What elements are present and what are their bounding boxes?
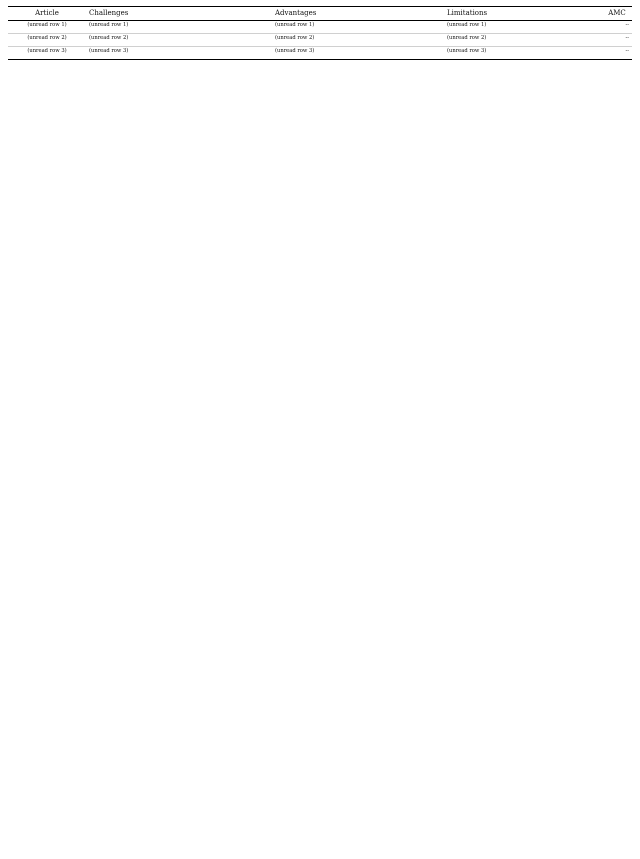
table-row [8,47,632,60]
cell-amc: -- [602,47,632,60]
header-amc: AMC [602,7,632,21]
cell-challenges: (unread row 2) [86,34,272,47]
cell-advantages: (unread row 2) [272,34,444,47]
header-advantages: Advantages [272,7,444,21]
comparison-table [8,6,632,60]
cell-article: (unread row 3) [8,47,86,60]
table-body [8,21,632,60]
cell-amc: -- [602,21,632,34]
cell-article: (unread row 1) [8,21,86,34]
header-limitations: Limitations [444,7,602,21]
cell-amc: -- [602,34,632,47]
cell-advantages: (unread row 1) [272,21,444,34]
cell-limitations: (unread row 1) [444,21,602,34]
header-article: Article [8,7,86,21]
cell-challenges: (unread row 1) [86,21,272,34]
cell-challenges: (unread row 3) [86,47,272,60]
header-challenges: Challenges [86,7,272,21]
cell-advantages: (unread row 3) [272,47,444,60]
table-header [8,7,632,21]
cell-limitations: (unread row 3) [444,47,602,60]
table-row [8,34,632,47]
table-row [8,21,632,34]
cell-limitations: (unread row 2) [444,34,602,47]
cell-article: (unread row 2) [8,34,86,47]
